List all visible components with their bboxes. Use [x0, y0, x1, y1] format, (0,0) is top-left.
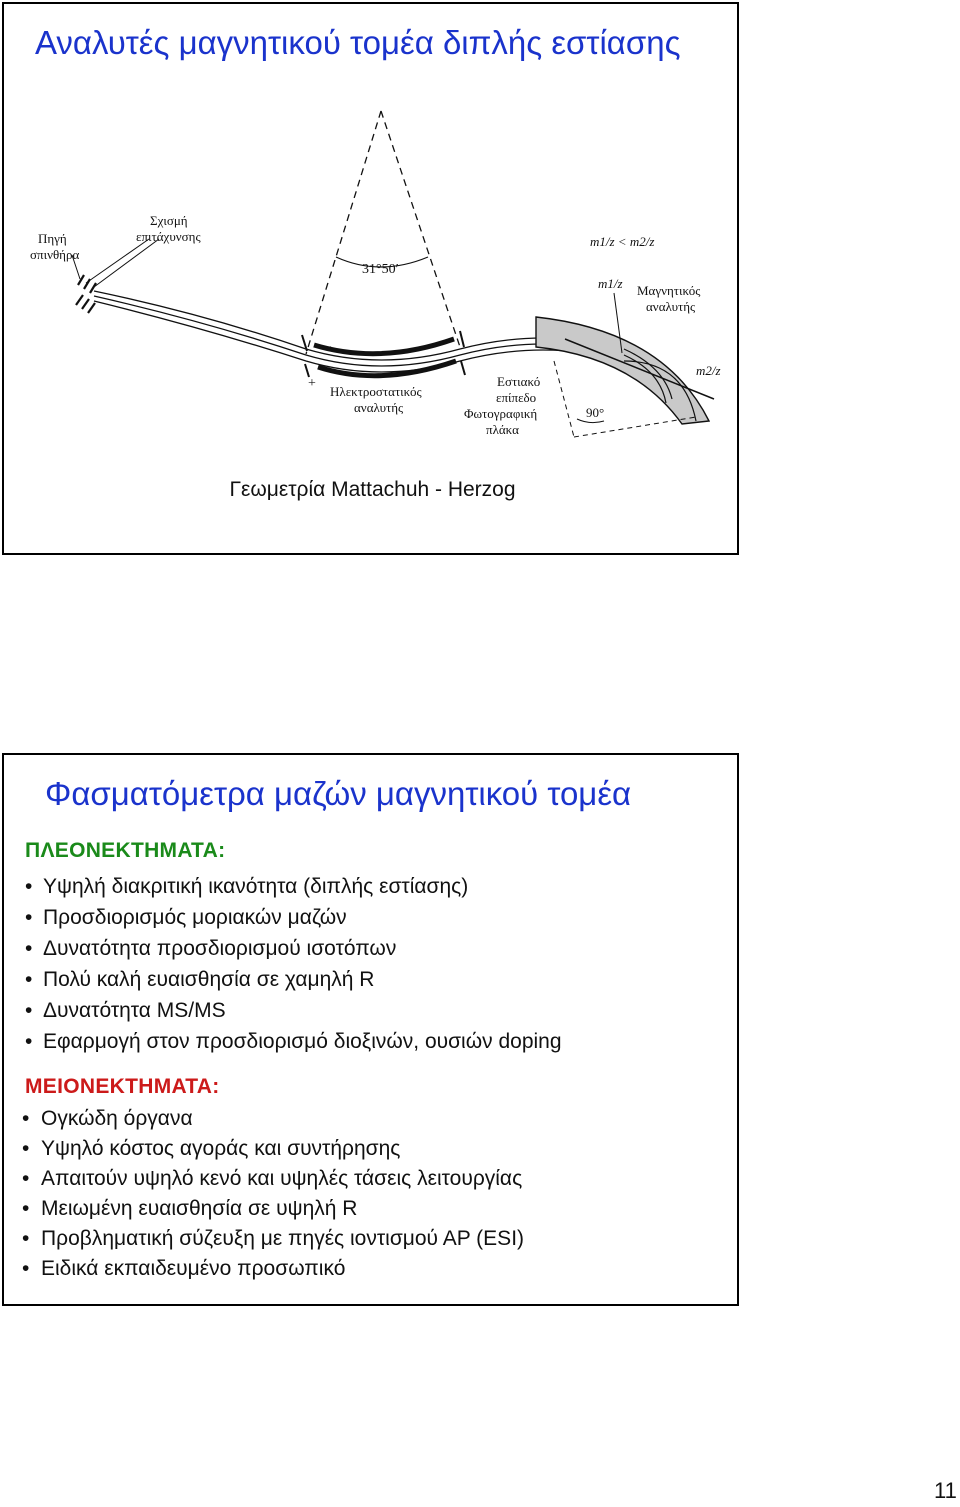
m1-label: m1/z: [598, 276, 623, 291]
minus-sign: –: [324, 339, 331, 354]
advantages-list: [25, 871, 562, 1057]
magnetic-label-line1: Μαγνητικός: [637, 283, 701, 298]
page-number: 11: [934, 1478, 957, 1503]
list-item: • Προσδιορισμός μοριακών μαζών: [25, 902, 562, 933]
plus-sign: +: [308, 376, 316, 391]
plate-label-line1: Φωτογραφική: [464, 406, 538, 421]
right-angle-label: 90°: [586, 405, 605, 420]
electrostatic-label-line1: Ηλεκτροστατικός: [330, 384, 422, 399]
diagram-caption: Γεωμετρία Mattachuh - Herzog: [229, 478, 516, 501]
disadvantages-list: [22, 1104, 524, 1284]
slide-mattauch-herzog: [2, 2, 739, 555]
list-item: • Ειδικά εκπαιδευμένο προσωπικό: [22, 1254, 524, 1284]
source-label-line2: σπινθήρα: [30, 247, 80, 262]
plate-label-line2: πλάκα: [486, 422, 519, 437]
angle-label: 31°50′: [362, 262, 399, 277]
source-slits: [76, 275, 96, 313]
list-item: • Εφαρμογή στον προσδιορισμό διοξινών, ουσιών doping: [25, 1026, 562, 1057]
slide-title: Αναλυτές μαγνητικού τομέα διπλής εστίασης: [35, 24, 681, 61]
list-item: • Δυνατότητα MS/MS: [25, 995, 562, 1026]
magnetic-label-line2: αναλυτής: [646, 299, 696, 314]
magnetic-sector: [536, 317, 709, 424]
disadvantages-heading: ΜΕΙΟΝΕΚΤΗΜΑΤΑ:: [25, 1075, 220, 1098]
slide-magnetic-sector-ms: [2, 753, 739, 1306]
list-item: • Απαιτούν υψηλό κενό και υψηλές τάσεις λειτουργίας: [22, 1164, 524, 1194]
list-item: • Ογκώδη όργανα: [22, 1104, 524, 1134]
mass-relation-label: m1/z < m2/z: [590, 234, 655, 249]
label-pointers: [72, 239, 159, 287]
advantages-heading: ΠΛΕΟΝΕΚΤΗΜΑΤΑ:: [25, 839, 226, 862]
list-item: • Πολύ καλή ευαισθησία σε χαμηλή R: [25, 964, 562, 995]
slit-label-line2: επιτάχυνσης: [136, 229, 201, 244]
slide-title: Φασματόμετρα μαζών μαγνητικού τομέα: [45, 775, 632, 812]
list-item: • Υψηλό κόστος αγοράς και συντήρησης: [22, 1134, 524, 1164]
list-item: • Προβληματική σύζευξη με πηγές ιοντισμού ΑΡ (ESI): [22, 1224, 524, 1254]
angle-cone: [306, 111, 460, 354]
focal-label-line2: επίπεδο: [496, 390, 537, 405]
electrostatic-plates: [314, 339, 456, 376]
list-item: • Υψηλή διακριτική ικανότητα (διπλής εστίασης): [25, 871, 562, 902]
focal-label-line1: Εστιακό: [497, 374, 541, 389]
source-label-line1: Πηγή: [38, 231, 67, 246]
list-item: • Δυνατότητα προσδιορισμού ισοτόπων: [25, 933, 562, 964]
electrostatic-label-line2: αναλυτής: [354, 400, 404, 415]
list-item: • Μειωμένη ευαισθησία σε υψηλή R: [22, 1194, 524, 1224]
mattauch-herzog-diagram: [24, 99, 724, 444]
slit-label-line1: Σχισμή: [150, 213, 188, 228]
m2-label: m2/z: [696, 363, 721, 378]
